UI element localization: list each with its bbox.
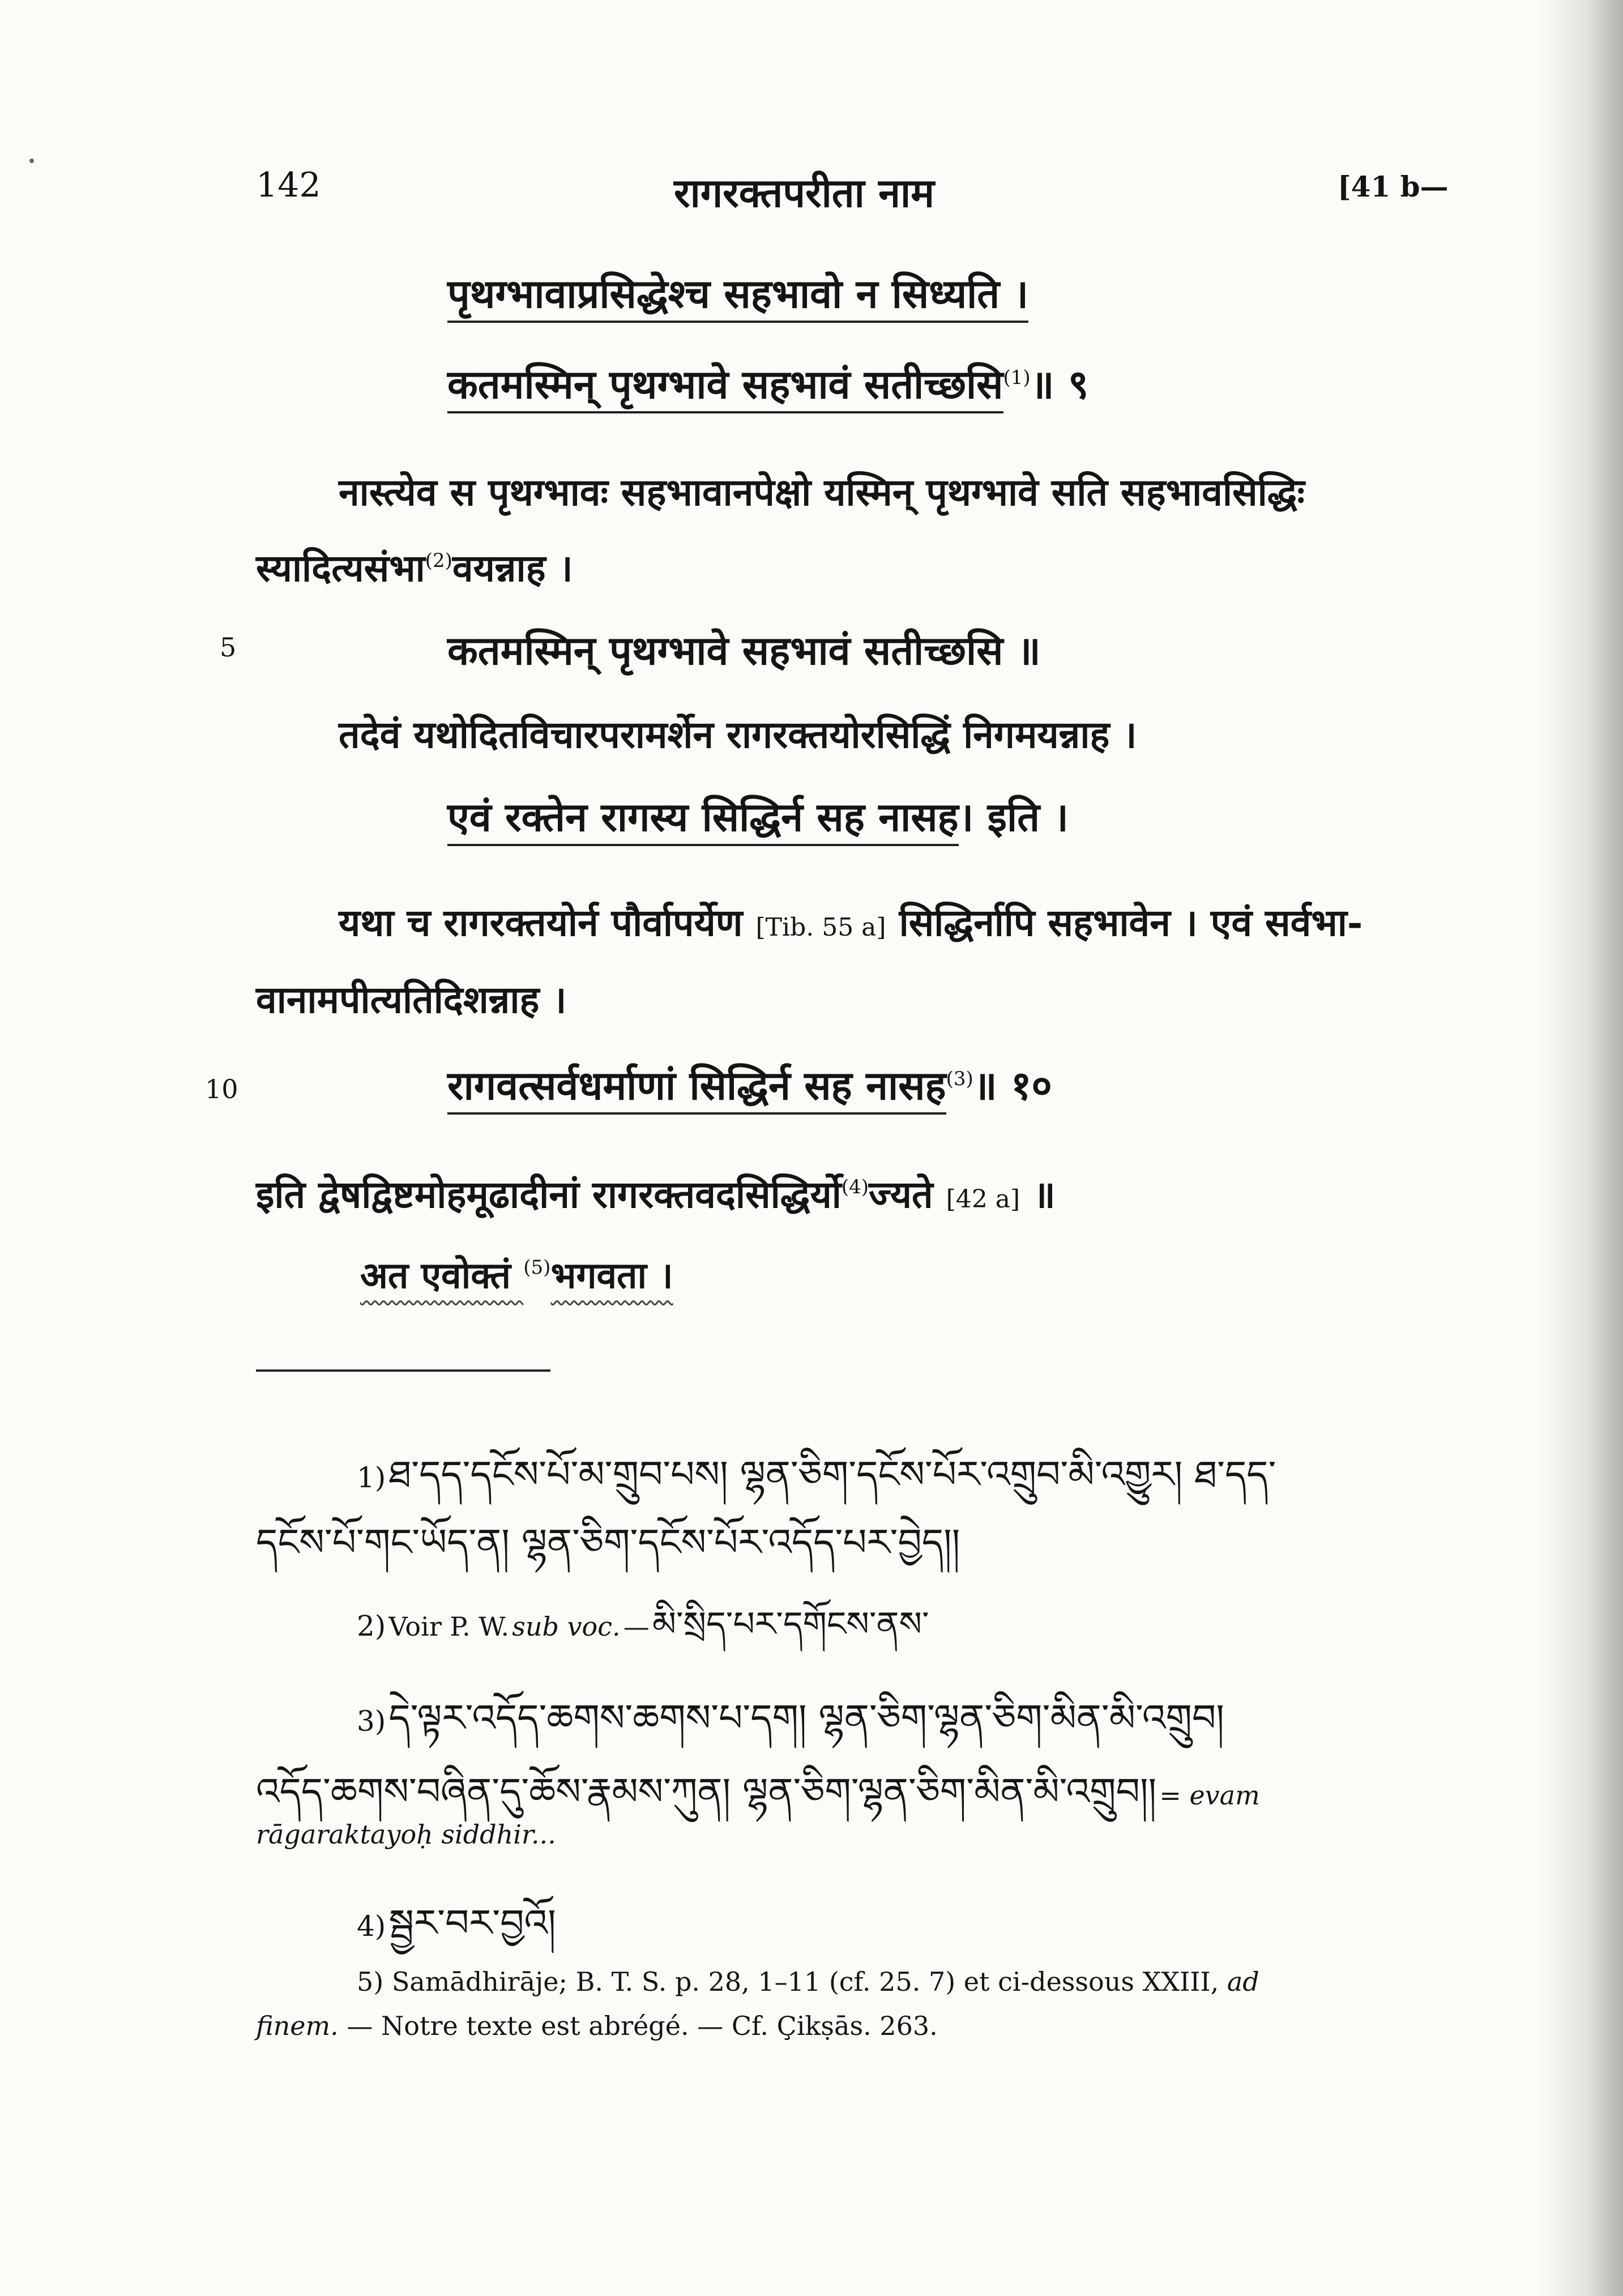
footnote-3-sanskrit: rāgaraktayoḥ siddhir...	[256, 1819, 556, 1850]
footnote-1-tibetan-1: ཐ་དད་དངོས་པོ་མ་གྲུབ་པས། ལྷན་ཅིག་དངོས་པོར་འགྲུབ་མི་འགྱུར། ཐ་དད་	[388, 1453, 1276, 1496]
footnote-2-tibetan: མི་སྲིད་པར་དགོངས་ནས་	[652, 1604, 929, 1644]
footnote-5-ad: ad	[1227, 1966, 1259, 1997]
footnote-3-tibetan-2: འདོད་ཆགས་བཞིན་དུ་ཆོས་རྣམས་ཀུན། ལྷན་ཅིག་ལྷན་ཅིག་མིན་མི་འགྲུབ།།	[256, 1770, 1157, 1813]
commentary-4-line-1	[256, 1168, 1056, 1219]
commentary-4-line-1-post: ज्यते	[869, 1172, 933, 1217]
commentary-1-line-2-pre: स्यादित्यसंभा	[256, 546, 425, 590]
verse-10-number: ॥ १०	[973, 1062, 1052, 1109]
footnote-5-text: 5) Samādhirāje; B. T. S. p. 28, 1–11 (cf. 25. 7) et ci-dessous XXIII,	[357, 1966, 1219, 1997]
footnote-5-line-1	[357, 1966, 1259, 1997]
commentary-3-line-1-pre: यथा च रागरक्तयोर्न पौर्वापर्येण	[339, 901, 743, 945]
footnote-1-mark: 1)	[357, 1461, 386, 1494]
footnote-2-sub-voc: sub voc.	[512, 1611, 621, 1642]
commentary-2-quote: एवं रक्तेन रागस्य सिद्धिर्न सह नासह	[447, 793, 959, 846]
running-title: रागरक्तपरीता नाम	[674, 169, 934, 216]
verse-9-line-1	[447, 265, 1028, 319]
footnote-4-mark: 4)	[357, 1910, 386, 1943]
footnote-mark-2: (2)	[425, 549, 452, 573]
verse-9-line-2	[447, 356, 1088, 410]
page-number: 142	[256, 165, 321, 205]
verse-9-number: ॥ ९	[1030, 361, 1089, 408]
scanned-page-edge	[1538, 0, 1623, 2296]
line-number-5: 5	[220, 632, 237, 663]
folio-reference: [41 b—	[1338, 170, 1449, 203]
footnote-3-mark: 3)	[357, 1705, 386, 1738]
footnote-mark-1: (1)	[1003, 366, 1031, 390]
footnote-2-dash: —	[623, 1611, 650, 1642]
line-number-10: 10	[205, 1074, 238, 1104]
footnote-mark-4: (4)	[841, 1176, 869, 1199]
footnote-5-finem: finem.	[256, 2011, 339, 2041]
commentary-1-line-1: नास्त्येव स पृथग्भावः सहभावानपेक्षो यस्मिन् पृथग्भावे सति सहभावसिद्धिः	[339, 470, 1305, 514]
verse-9-line-2-text: कतमस्मिन् पृथग्भावे सहभावं सतीच्छसि	[447, 361, 1003, 413]
footnote-2-mark: 2)	[357, 1610, 386, 1642]
commentary-4-quote-bhagavata: भगवता ।	[550, 1254, 673, 1297]
commentary-4-line-1-pre: इति द्वेषद्विष्टमोहमूढादीनां रागरक्तवदसिद्धिर्यो	[256, 1172, 842, 1217]
scan-speck	[29, 159, 34, 163]
commentary-1-line-2	[256, 541, 573, 592]
footnote-2-ref: Voir P. W.	[388, 1611, 510, 1642]
footnote-mark-5: (5)	[523, 1256, 551, 1279]
footnote-2	[357, 1586, 929, 1682]
footnote-3-tibetan-1: དེ་ལྟར་འདོད་ཆགས་ཆགས་པ་དག། ལྷན་ཅིག་ལྷན་ཅིག་མིན་མི་འགྲུབ།	[388, 1696, 1224, 1740]
commentary-3-line-1	[339, 896, 1363, 947]
folio-ref-42a: [42 a]	[946, 1185, 1020, 1214]
commentary-1-line-2-post: वयन्नाह ।	[452, 546, 573, 590]
commentary-2-line-2	[447, 788, 1069, 843]
footnote-4-tibetan: སྦྱར་བར་བྱའོ།	[388, 1901, 556, 1945]
commentary-4-quote-intro: अत एवोक्तं	[360, 1254, 524, 1297]
commentary-4-line-2	[360, 1249, 673, 1299]
footnote-1-tibetan-2: དངོས་པོ་གང་ཡོད་ན། ལྷན་ཅིག་དངོས་པོར་འདོད་པར་བྱེད།།	[256, 1521, 960, 1564]
tibetan-page-ref: [Tib. 55 a]	[755, 913, 886, 942]
commentary-3-line-2: वानामपीत्यतिदिशन्नाह ।	[256, 978, 567, 1022]
commentary-2-end: । इति ।	[958, 793, 1069, 840]
commentary-4-end: ॥	[1033, 1172, 1056, 1217]
verse-10	[447, 1057, 1052, 1111]
footnote-separator	[256, 1369, 550, 1372]
footnote-3-equivalent: = evam	[1159, 1780, 1260, 1811]
footnote-5-line-2	[256, 2011, 938, 2041]
commentary-2-line-1: तदेवं यथोदितविचारपरामर्शेन रागरक्तयोरसिद्धिं निगमयन्नाह ।	[339, 712, 1137, 757]
commentary-3-line-1-post: सिद्धिर्नापि सहभावेन । एवं सर्वभा-	[899, 901, 1363, 945]
footnote-mark-3: (3)	[946, 1068, 973, 1091]
verse-9-line-1-text: पृथग्भावाप्रसिद्धेश्च सहभावो न सिध्यति ।	[447, 270, 1028, 323]
verse-9-repeat: कतमस्मिन् पृथग्भावे सहभावं सतीच्छसि ॥	[447, 627, 1041, 674]
footnote-5-rest: — Notre texte est abrégé. — Cf. Çikṣās. 263.	[347, 2011, 938, 2041]
verse-10-text: रागवत्सर्वधर्माणां सिद्धिर्न सह नासह	[447, 1062, 946, 1115]
